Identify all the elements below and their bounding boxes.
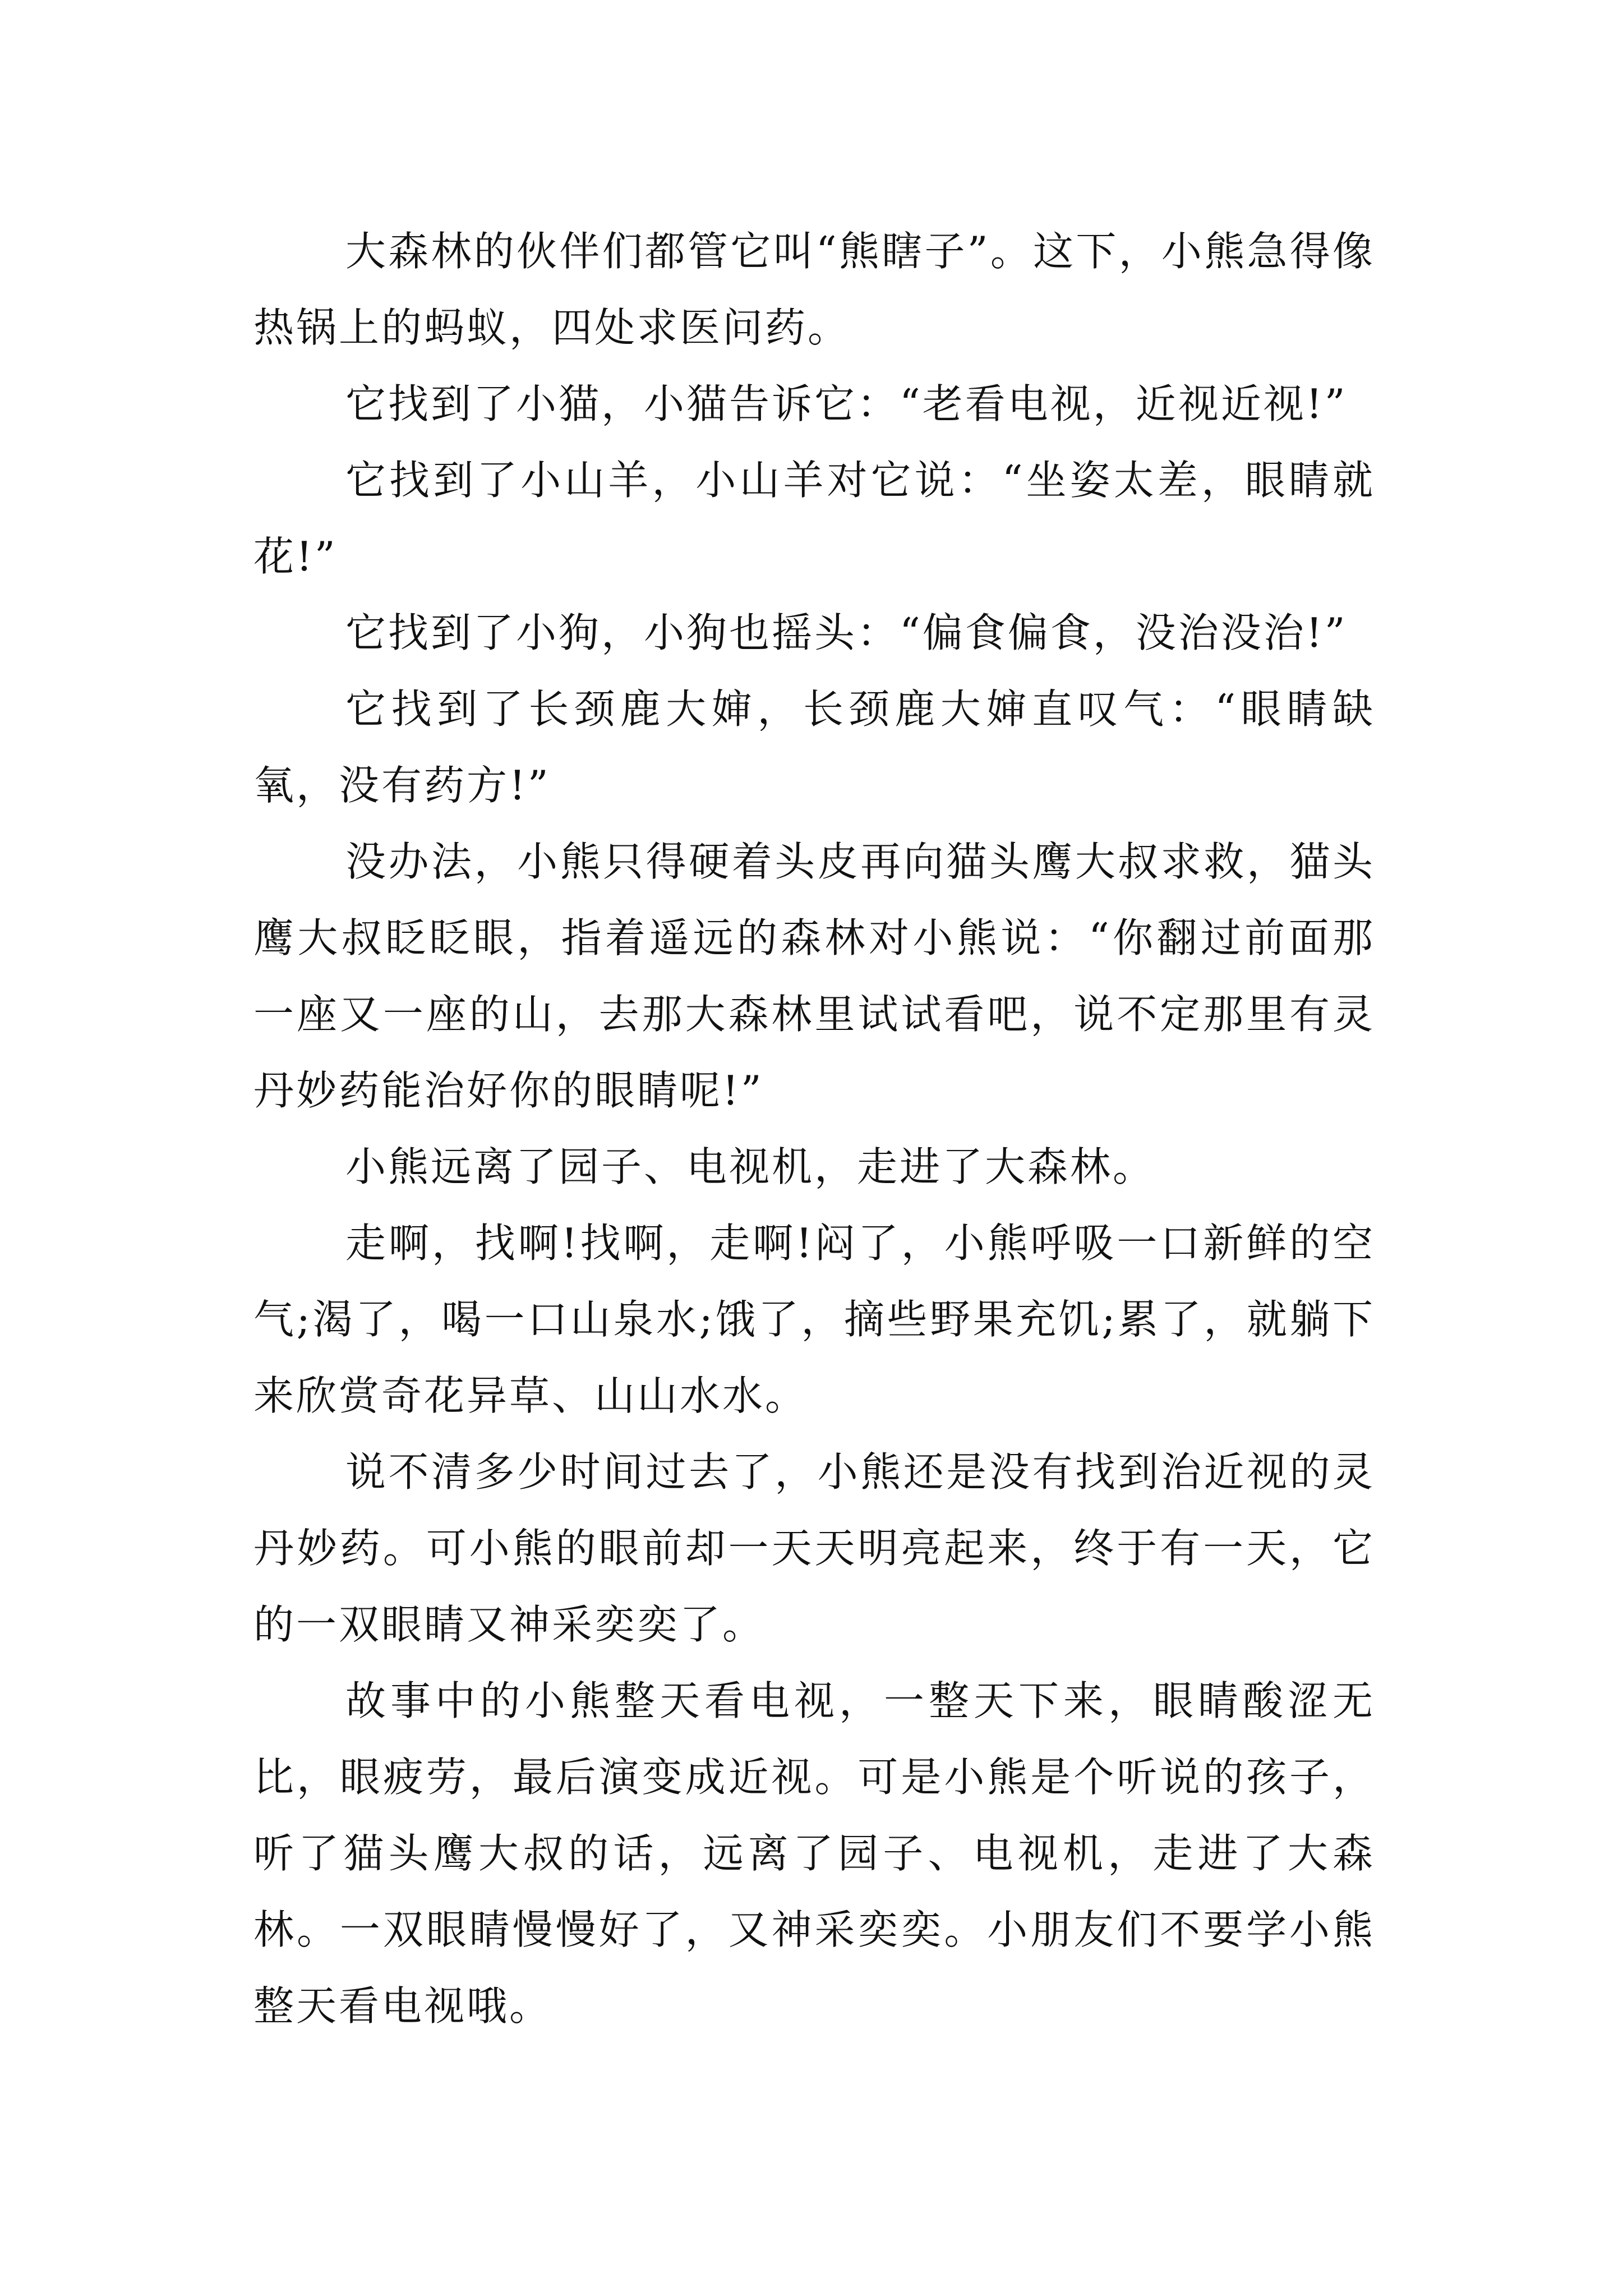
paragraph-7: 小熊远离了园子、电视机，走进了大森林。 [345, 1143, 1156, 1190]
paragraph-4: 它找到了小狗，小狗也摇头：“偏食偏食，没治没治!” [345, 609, 1348, 656]
paragraph-3: 它找到了小山羊，小山羊对它说：“坐姿太差，眼睛就花!” [253, 457, 1375, 580]
paragraph-10: 故事中的小熊整天看电视，一整天下来，眼睛酸涩无比，眼疲劳，最后演变成近视。可是小熊是个听说的孩子，听了猫头鹰大叔的话，远离了园子、电视机，走进了大森林。一双眼睛慢慢好了，又神采奕奕。小朋友们不要学小熊整天看电视哦。 [253, 1677, 1375, 2030]
paragraph-2: 它找到了小猫，小猫告诉它：“老看电视，近视近视!” [345, 380, 1348, 427]
paragraph-1: 大森林的伙伴们都管它叫“熊瞎子”。这下，小熊急得像热锅上的蚂蚁，四处求医问药。 [253, 228, 1375, 351]
paragraph-9: 说不清多少时间过去了，小熊还是没有找到治近视的灵丹妙药。可小熊的眼前却一天天明亮起来，终于有一天，它的一双眼睛又神采奕奕了。 [253, 1448, 1375, 1648]
paragraph-5: 它找到了长颈鹿大婶，长颈鹿大婶直叹气：“眼睛缺氧，没有药方!” [253, 685, 1375, 809]
paragraph-8: 走啊，找啊!找啊，走啊!闷了，小熊呼吸一口新鲜的空气;渴了，喝一口山泉水;饿了，摘些野果充饥;累了，就躺下来欣赏奇花异草、山山水水。 [253, 1220, 1375, 1419]
document-body [253, 213, 1375, 2044]
paragraph-6: 没办法，小熊只得硬着头皮再向猫头鹰大叔求救，猫头鹰大叔眨眨眼，指着遥远的森林对小熊说：“你翻过前面那一座又一座的山，去那大森林里试试看吧，说不定那里有灵丹妙药能治好你的眼睛呢!” [253, 838, 1375, 1114]
